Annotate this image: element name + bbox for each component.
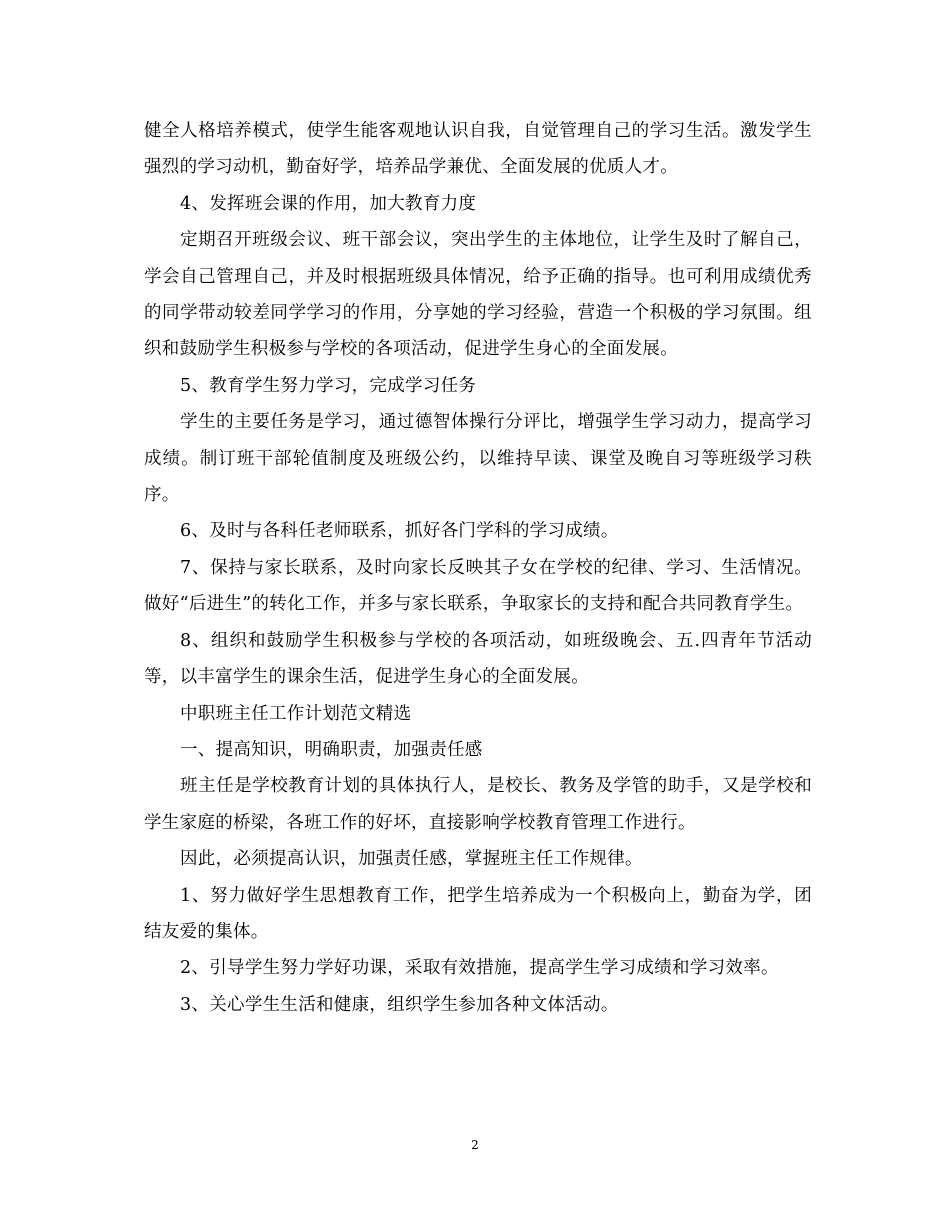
item-heading-4: 4、发挥班会课的作用，加大教育力度 <box>180 193 477 214</box>
item-heading-5: 5、教育学生努力学习，完成学习任务 <box>180 375 477 396</box>
section-heading-1: 一、提高知识，明确职责，加强责任感 <box>180 739 483 760</box>
page-number: 2 <box>471 1138 479 1152</box>
document-body <box>144 113 812 1023</box>
item-6: 6、及时与各科任老师联系，抓好各门学科的学习成绩。 <box>180 521 619 542</box>
item-7: 7、保持与家长联系，及时向家长反映其子女在学校的纪律、学习、生活情况。做好“后进生”的转化工作，并多与家长联系，争取家长的支持和配合共同教育学生。 <box>144 557 812 615</box>
paragraph-continuation: 健全人格培养模式，使学生能客观地认识自我，自觉管理自己的学习生活。激发学生强烈的学习动机，勤奋好学，培养品学兼优、全面发展的优质人才。 <box>144 121 812 178</box>
paragraph: 班主任是学校教育计划的具体执行人，是校长、教务及学管的助手，又是学校和学生家庭的桥梁，各班工作的好坏，直接影响学校教育管理工作进行。 <box>144 776 812 833</box>
paragraph: 定期召开班级会议、班干部会议，突出学生的主体地位，让学生及时了解自己，学会自己管理自己，并及时根据班级具体情况，给予正确的指导。也可利用成绩优秀的同学带动较差同学学习的作用，分享她的学习经验，营造一个积极的学习氛围。组织和鼓励学生积极参与学校的各项活动，促进学生身心的全面发展。 <box>144 230 812 360</box>
paragraph: 学生的主要任务是学习，通过德智体操行分评比，增强学生学习动力，提高学习成绩。制订班干部轮值制度及班级公约，以维持早读、课堂及晚自习等班级学习秩序。 <box>144 412 812 506</box>
paragraph: 因此，必须提高认识，加强责任感，掌握班主任工作规律。 <box>180 849 643 870</box>
item-3: 3、关心学生生活和健康，组织学生参加各种文体活动。 <box>180 994 619 1015</box>
section-title: 中职班主任工作计划范文精选 <box>180 703 412 724</box>
item-1: 1、努力做好学生思想教育工作，把学生培养成为一个积极向上，勤奋为学，团结友爱的集体。 <box>144 885 812 942</box>
item-8: 8、组织和鼓励学生积极参与学校的各项活动，如班级晚会、五.四青年节活动等，以丰富学生的课余生活，促进学生身心的全面发展。 <box>144 630 812 688</box>
item-2: 2、引导学生努力学好功课，采取有效措施，提高学生学习成绩和学习效率。 <box>180 958 779 979</box>
